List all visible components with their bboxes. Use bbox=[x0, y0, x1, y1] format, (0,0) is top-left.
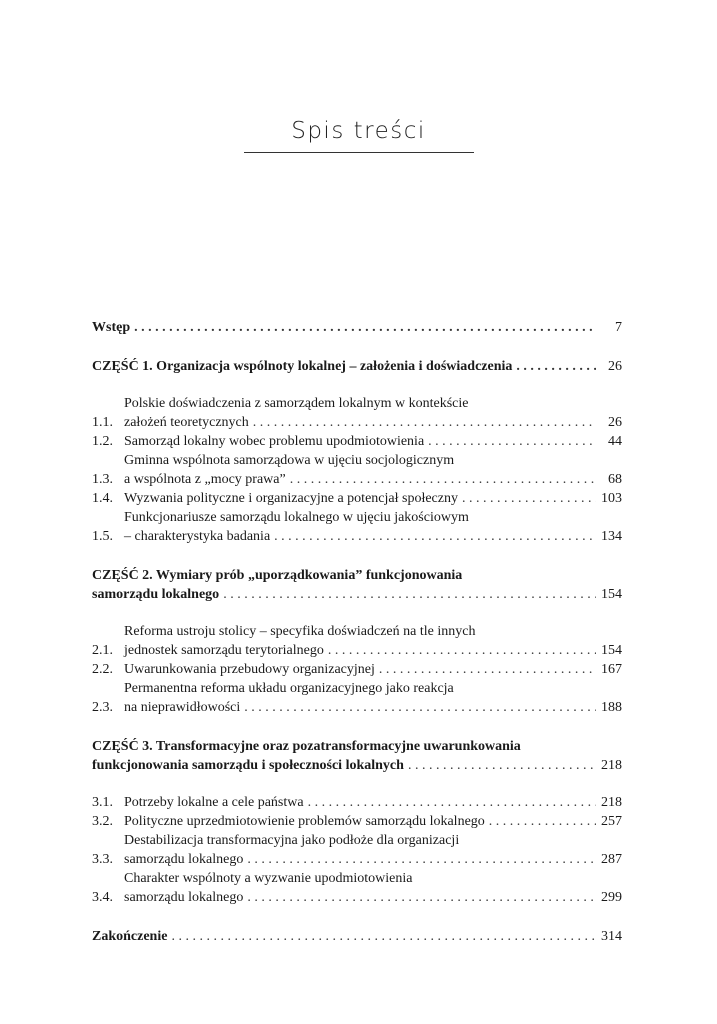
section-title-line1: Reforma ustroju stolicy – specyfika doświadczeń na tle innych bbox=[124, 624, 476, 639]
section-title-line1: Funkcjonariusze samorządu lokalnego w ujęciu jakościowym bbox=[124, 510, 469, 525]
leader-dots bbox=[290, 470, 596, 489]
section-title: Polityczne uprzedmiotowienie problemów samorządu lokalnego bbox=[124, 814, 485, 829]
leader-dots bbox=[253, 413, 596, 432]
section-title-line1: Polskie doświadczenia z samorządem lokalnym w kontekście bbox=[124, 396, 469, 411]
section-number: 1.2. bbox=[92, 434, 113, 449]
section-title-line2: założeń teoretycznych bbox=[124, 415, 249, 430]
leader-dots bbox=[171, 927, 596, 946]
leader-dots bbox=[274, 527, 596, 546]
section-title: Wyzwania polityczne i organizacyjne a potencjał społeczny bbox=[124, 491, 458, 506]
section-number: 3.2. bbox=[92, 814, 113, 829]
section-title-line1: Permanentna reforma układu organizacyjnego jako reakcja bbox=[124, 681, 454, 696]
page-number: 287 bbox=[601, 852, 622, 867]
section-number: 2.3. bbox=[92, 700, 113, 715]
toc-item-1-5[interactable] bbox=[92, 508, 622, 546]
section-title: Uwarunkowania przebudowy organizacyjnej bbox=[124, 662, 375, 677]
section-number: 3.1. bbox=[92, 795, 113, 810]
leader-dots bbox=[489, 812, 596, 831]
page-number: 188 bbox=[601, 700, 622, 715]
section-number: 2.1. bbox=[92, 643, 113, 658]
toc-item-3-2[interactable] bbox=[92, 812, 622, 831]
section-number: 1.3. bbox=[92, 472, 113, 487]
page-number: 257 bbox=[601, 814, 622, 829]
section-number: 1.1. bbox=[92, 415, 113, 430]
section-number: 1.4. bbox=[92, 491, 113, 506]
section-title-line2: – charakterystyka badania bbox=[124, 529, 271, 544]
leader-dots bbox=[244, 698, 596, 717]
page-number: 26 bbox=[608, 415, 622, 430]
section-title-line2: a wspólnota z „mocy prawa” bbox=[124, 472, 286, 487]
toc-entry-wstep[interactable] bbox=[92, 318, 622, 337]
leader-dots bbox=[308, 793, 596, 812]
toc-item-3-3[interactable] bbox=[92, 831, 622, 869]
page-number: 218 bbox=[601, 758, 622, 773]
page-number: 167 bbox=[601, 662, 622, 677]
page-number: 103 bbox=[601, 491, 622, 506]
page-title: Spis treści bbox=[291, 118, 426, 144]
page-number: 218 bbox=[601, 795, 622, 810]
toc-item-1-1[interactable] bbox=[92, 394, 622, 432]
section-title-line2: jednostek samorządu terytorialnego bbox=[124, 643, 324, 658]
section-title-line2: na nieprawidłowości bbox=[124, 700, 241, 715]
section-title-line1: Gminna wspólnota samorządowa w ujęciu socjologicznym bbox=[124, 453, 455, 468]
page-number: 154 bbox=[601, 587, 622, 602]
section-number: 1.5. bbox=[92, 529, 113, 544]
section-title-line1: Charakter wspólnoty a wyzwanie upodmiotowienia bbox=[124, 871, 413, 886]
leader-dots bbox=[428, 432, 596, 451]
page-number: 26 bbox=[608, 359, 622, 374]
page-number: 7 bbox=[615, 320, 622, 335]
part-heading-line1: CZĘŚĆ 2. Wymiary prób „uporządkowania” funkcjonowania bbox=[92, 568, 463, 583]
toc-part-2-heading[interactable] bbox=[92, 566, 622, 604]
toc-item-3-4[interactable] bbox=[92, 869, 622, 907]
section-number: 3.4. bbox=[92, 890, 113, 905]
leader-dots bbox=[408, 756, 596, 775]
toc-item-1-3[interactable] bbox=[92, 451, 622, 489]
table-of-contents bbox=[92, 318, 622, 946]
toc-entry-label: Zakończenie bbox=[92, 929, 168, 944]
page-number: 134 bbox=[601, 529, 622, 544]
leader-dots bbox=[247, 888, 596, 907]
section-title: Samorząd lokalny wobec problemu upodmiotowienia bbox=[124, 434, 425, 449]
part-heading-line2: samorządu lokalnego bbox=[92, 587, 220, 602]
leader-dots bbox=[462, 489, 596, 508]
section-number: 2.2. bbox=[92, 662, 113, 677]
page-number: 314 bbox=[601, 929, 622, 944]
toc-item-1-4[interactable] bbox=[92, 489, 622, 508]
toc-item-2-1[interactable] bbox=[92, 622, 622, 660]
section-title: Potrzeby lokalne a cele państwa bbox=[124, 795, 304, 810]
section-number: 3.3. bbox=[92, 852, 113, 867]
toc-item-1-2[interactable] bbox=[92, 432, 622, 451]
leader-dots bbox=[328, 641, 596, 660]
page-number: 299 bbox=[601, 890, 622, 905]
leader-dots bbox=[223, 585, 596, 604]
toc-item-2-2[interactable] bbox=[92, 660, 622, 679]
toc-entry-zakonczenie[interactable] bbox=[92, 927, 622, 946]
toc-part-1-heading[interactable] bbox=[92, 357, 622, 376]
page-number: 68 bbox=[608, 472, 622, 487]
page-number: 154 bbox=[601, 643, 622, 658]
toc-item-2-3[interactable] bbox=[92, 679, 622, 717]
leader-dots bbox=[516, 357, 596, 376]
part-heading: CZĘŚĆ 1. Organizacja wspólnoty lokalnej – założenia i doświadczenia bbox=[92, 359, 513, 374]
section-title-line2: samorządu lokalnego bbox=[124, 852, 244, 867]
part-heading-line1: CZĘŚĆ 3. Transformacyjne oraz pozatransformacyjne uwarunkowania bbox=[92, 739, 521, 754]
toc-part-3-heading[interactable] bbox=[92, 737, 622, 775]
part-heading-line2: funkcjonowania samorządu i społeczności lokalnych bbox=[92, 758, 404, 773]
leader-dots bbox=[247, 850, 596, 869]
page-number: 44 bbox=[608, 434, 622, 449]
toc-entry-label: Wstęp bbox=[92, 320, 131, 335]
toc-item-3-1[interactable] bbox=[92, 793, 622, 812]
section-title-line2: samorządu lokalnego bbox=[124, 890, 244, 905]
leader-dots bbox=[379, 660, 596, 679]
leader-dots bbox=[134, 318, 596, 337]
title-rule bbox=[244, 152, 474, 153]
section-title-line1: Destabilizacja transformacyjna jako podłoże dla organizacji bbox=[124, 833, 460, 848]
